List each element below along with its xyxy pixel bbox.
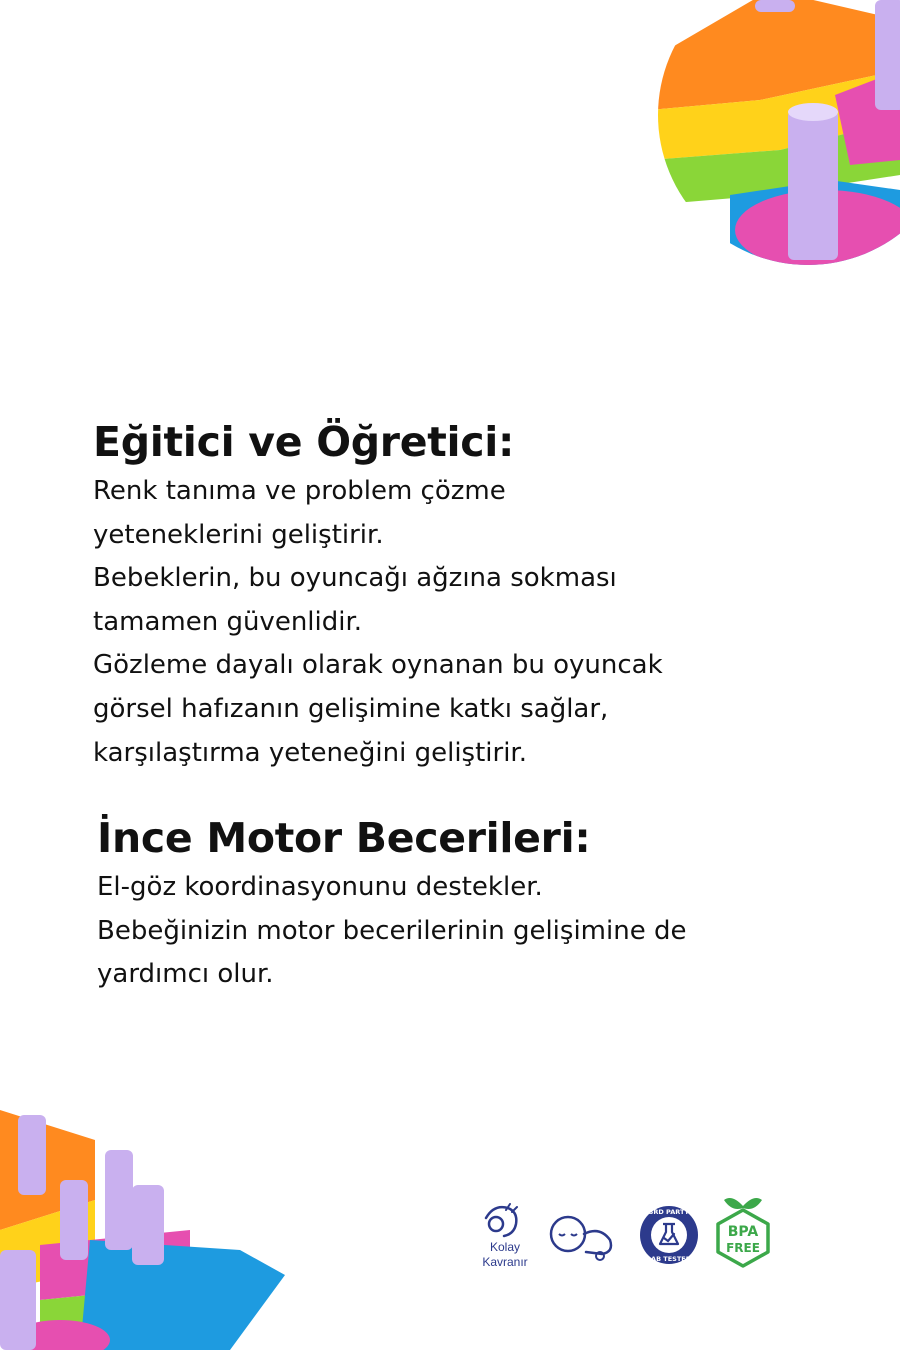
- body-line: karşılaştırma yeteneğini geliştirir.: [93, 737, 528, 768]
- body-line: Bebeklerin, bu oyuncağı ağzına sokması: [93, 563, 617, 594]
- grip-caption: [470, 1240, 540, 1270]
- bpa-free-icon: [710, 1192, 776, 1270]
- body-line: görsel hafızanın gelişimine katkı sağlar,: [93, 693, 609, 724]
- body-line: Bebeğinizin motor becerilerinin gelişimine de: [97, 915, 687, 946]
- body-line: Renk tanıma ve problem çözme: [93, 476, 506, 506]
- grip-caption-line2: Kavranır: [482, 1255, 528, 1269]
- lab-text-top: 3RD PARTY: [648, 1208, 690, 1216]
- body-line: tamamen güvenlidir.: [93, 606, 363, 637]
- section-fine-motor: [97, 812, 817, 997]
- hand-grip-icon: [480, 1202, 524, 1242]
- section-body: [97, 866, 817, 997]
- body-line: yardımcı olur.: [97, 959, 274, 990]
- section-educational: [93, 416, 793, 775]
- section-heading: Eğitici ve Öğretici:: [93, 418, 515, 466]
- lab-text-bottom: LAB TESTED: [646, 1255, 692, 1263]
- feature-badges: [470, 1190, 790, 1290]
- toy-photo-top: [650, 0, 900, 270]
- grip-caption-line1: Kolay: [489, 1240, 521, 1254]
- body-line: Gözleme dayalı olarak oynanan bu oyuncak: [93, 650, 663, 681]
- body-line: El-göz koordinasyonunu destekler.: [97, 872, 543, 902]
- lab-tested-icon: [638, 1204, 700, 1266]
- sleeping-baby-icon: [548, 1212, 618, 1262]
- section-body: [93, 470, 793, 775]
- section-heading: İnce Motor Becerileri:: [97, 814, 591, 862]
- toy-photo-bottom: [0, 1100, 300, 1350]
- body-line: yeteneklerini geliştirir.: [93, 519, 384, 550]
- bpa-text: BPA: [727, 1224, 759, 1240]
- free-text: FREE: [726, 1241, 760, 1255]
